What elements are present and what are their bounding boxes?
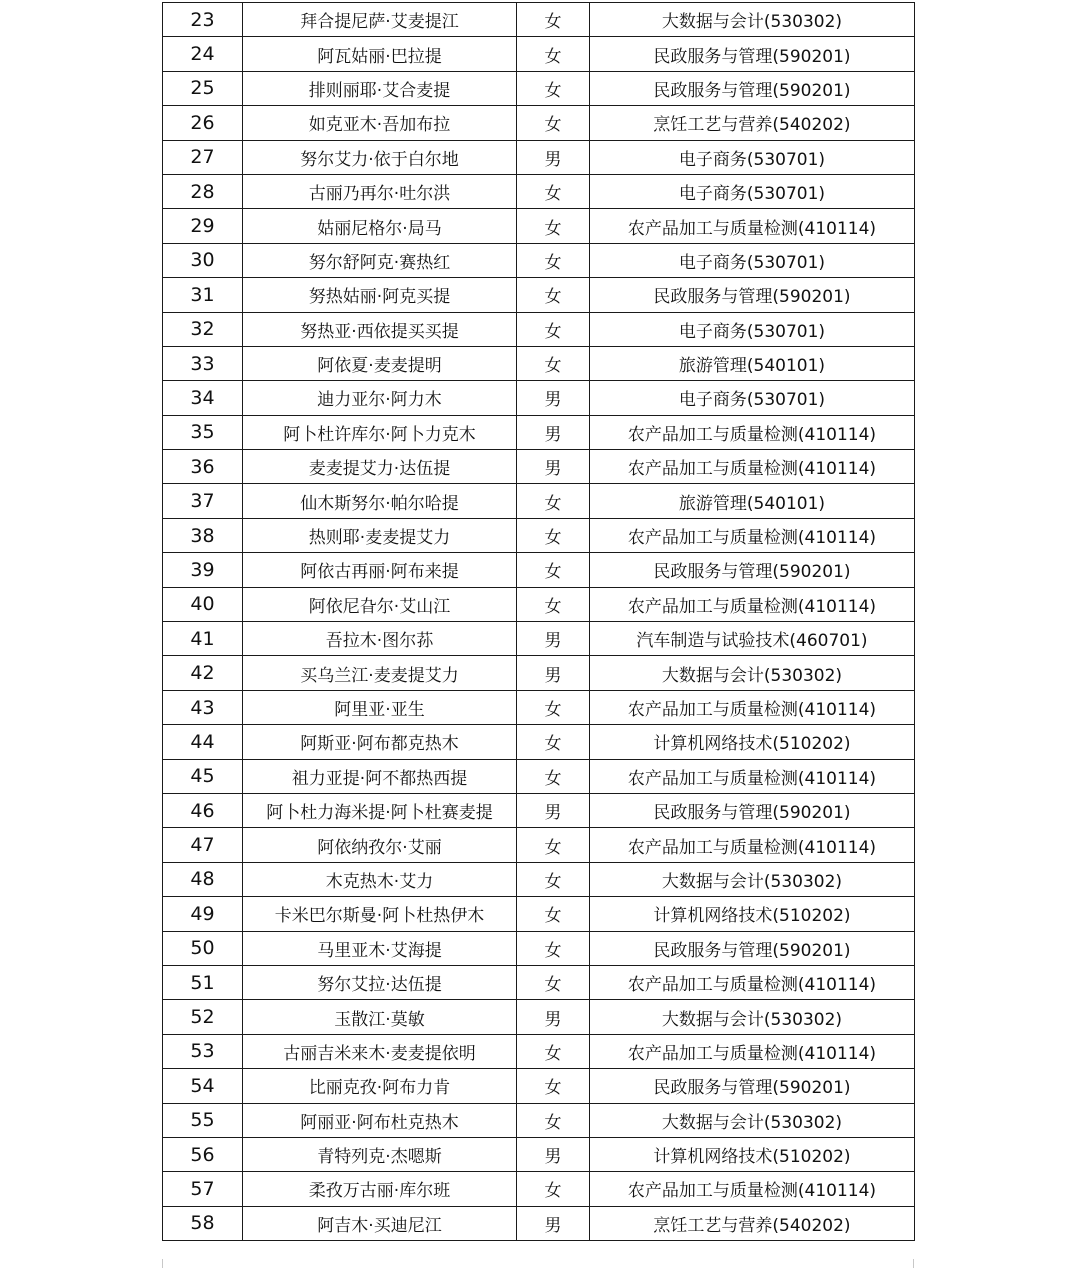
page-edge-mark-right	[913, 1259, 914, 1268]
page-edge-mark-left	[162, 1259, 163, 1268]
cell-name: 如克亚木·吾加布拉	[243, 106, 517, 140]
cell-major: 农产品加工与质量检测(410114)	[590, 1034, 915, 1068]
cell-number: 56	[163, 1137, 243, 1171]
cell-gender: 女	[517, 690, 590, 724]
cell-name: 玉散江·莫敏	[243, 1000, 517, 1034]
cell-name: 迪力亚尔·阿力木	[243, 381, 517, 415]
cell-name: 阿依古再丽·阿布来提	[243, 553, 517, 587]
table-row	[163, 759, 915, 793]
cell-major: 电子商务(530701)	[590, 174, 915, 208]
table-row	[163, 278, 915, 312]
cell-number: 47	[163, 828, 243, 862]
cell-major: 计算机网络技术(510202)	[590, 725, 915, 759]
cell-major: 烹饪工艺与营养(540202)	[590, 106, 915, 140]
cell-gender: 男	[517, 622, 590, 656]
cell-name: 阿瓦姑丽·巴拉提	[243, 37, 517, 71]
cell-gender: 男	[517, 1206, 590, 1240]
cell-number: 29	[163, 209, 243, 243]
cell-name: 努尔舒阿克·赛热红	[243, 243, 517, 277]
table-row	[163, 1172, 915, 1206]
cell-major: 计算机网络技术(510202)	[590, 897, 915, 931]
cell-major: 民政服务与管理(590201)	[590, 931, 915, 965]
cell-major: 农产品加工与质量检测(410114)	[590, 759, 915, 793]
cell-gender: 女	[517, 1103, 590, 1137]
cell-major: 电子商务(530701)	[590, 312, 915, 346]
student-roster-table	[162, 2, 915, 1241]
cell-gender: 男	[517, 381, 590, 415]
cell-number: 27	[163, 140, 243, 174]
cell-name: 姑丽尼格尔·局马	[243, 209, 517, 243]
cell-major: 农产品加工与质量检测(410114)	[590, 209, 915, 243]
cell-major: 农产品加工与质量检测(410114)	[590, 450, 915, 484]
cell-major: 农产品加工与质量检测(410114)	[590, 965, 915, 999]
cell-gender: 女	[517, 106, 590, 140]
cell-name: 努尔艾力·依于白尔地	[243, 140, 517, 174]
cell-major: 民政服务与管理(590201)	[590, 553, 915, 587]
cell-number: 38	[163, 518, 243, 552]
cell-number: 34	[163, 381, 243, 415]
table-row	[163, 243, 915, 277]
cell-number: 53	[163, 1034, 243, 1068]
cell-name: 努尔艾拉·达伍提	[243, 965, 517, 999]
cell-number: 42	[163, 656, 243, 690]
cell-name: 柔孜万古丽·库尔班	[243, 1172, 517, 1206]
cell-name: 阿吉木·买迪尼江	[243, 1206, 517, 1240]
cell-gender: 女	[517, 174, 590, 208]
cell-number: 50	[163, 931, 243, 965]
cell-name: 热则耶·麦麦提艾力	[243, 518, 517, 552]
cell-name: 仙木斯努尔·帕尔哈提	[243, 484, 517, 518]
cell-major: 大数据与会计(530302)	[590, 1000, 915, 1034]
cell-gender: 女	[517, 725, 590, 759]
cell-major: 农产品加工与质量检测(410114)	[590, 828, 915, 862]
cell-number: 32	[163, 312, 243, 346]
cell-number: 57	[163, 1172, 243, 1206]
cell-name: 排则丽耶·艾合麦提	[243, 71, 517, 105]
cell-gender: 男	[517, 1000, 590, 1034]
cell-number: 58	[163, 1206, 243, 1240]
roster-body	[163, 3, 915, 1241]
table-row	[163, 1069, 915, 1103]
cell-name: 麦麦提艾力·达伍提	[243, 450, 517, 484]
cell-name: 青特列克·杰嗯斯	[243, 1137, 517, 1171]
cell-major: 大数据与会计(530302)	[590, 862, 915, 896]
cell-major: 民政服务与管理(590201)	[590, 793, 915, 827]
cell-gender: 男	[517, 1137, 590, 1171]
cell-gender: 女	[517, 71, 590, 105]
cell-name: 阿卜杜力海米提·阿卜杜赛麦提	[243, 793, 517, 827]
cell-gender: 女	[517, 931, 590, 965]
cell-name: 阿依纳孜尔·艾丽	[243, 828, 517, 862]
table-row	[163, 1103, 915, 1137]
table-row	[163, 828, 915, 862]
cell-major: 大数据与会计(530302)	[590, 1103, 915, 1137]
cell-gender: 女	[517, 862, 590, 896]
table-row	[163, 71, 915, 105]
cell-gender: 男	[517, 450, 590, 484]
cell-name: 阿卜杜许库尔·阿卜力克木	[243, 415, 517, 449]
table-row	[163, 793, 915, 827]
cell-gender: 女	[517, 346, 590, 380]
cell-number: 54	[163, 1069, 243, 1103]
cell-number: 46	[163, 793, 243, 827]
cell-major: 计算机网络技术(510202)	[590, 1137, 915, 1171]
cell-gender: 女	[517, 759, 590, 793]
cell-number: 37	[163, 484, 243, 518]
table-row	[163, 346, 915, 380]
table-row	[163, 174, 915, 208]
table-row	[163, 1206, 915, 1240]
table-row	[163, 37, 915, 71]
cell-name: 努热姑丽·阿克买提	[243, 278, 517, 312]
cell-number: 35	[163, 415, 243, 449]
cell-gender: 女	[517, 312, 590, 346]
cell-name: 阿丽亚·阿布杜克热木	[243, 1103, 517, 1137]
cell-number: 39	[163, 553, 243, 587]
cell-gender: 女	[517, 587, 590, 621]
cell-major: 农产品加工与质量检测(410114)	[590, 518, 915, 552]
table-row	[163, 450, 915, 484]
cell-major: 烹饪工艺与营养(540202)	[590, 1206, 915, 1240]
cell-gender: 男	[517, 415, 590, 449]
cell-major: 汽车制造与试验技术(460701)	[590, 622, 915, 656]
table-row	[163, 1137, 915, 1171]
cell-name: 木克热木·艾力	[243, 862, 517, 896]
cell-number: 43	[163, 690, 243, 724]
cell-name: 卡米巴尔斯曼·阿卜杜热伊木	[243, 897, 517, 931]
cell-gender: 女	[517, 3, 590, 37]
cell-gender: 女	[517, 553, 590, 587]
cell-major: 旅游管理(540101)	[590, 484, 915, 518]
table-row	[163, 965, 915, 999]
cell-number: 28	[163, 174, 243, 208]
cell-gender: 女	[517, 37, 590, 71]
cell-number: 25	[163, 71, 243, 105]
table-row	[163, 209, 915, 243]
cell-name: 拜合提尼萨·艾麦提江	[243, 3, 517, 37]
cell-name: 古丽吉米来木·麦麦提依明	[243, 1034, 517, 1068]
cell-gender: 女	[517, 518, 590, 552]
cell-number: 48	[163, 862, 243, 896]
cell-gender: 女	[517, 243, 590, 277]
cell-number: 41	[163, 622, 243, 656]
table-row	[163, 690, 915, 724]
cell-name: 阿依尼旮尔·艾山江	[243, 587, 517, 621]
cell-number: 52	[163, 1000, 243, 1034]
cell-major: 民政服务与管理(590201)	[590, 71, 915, 105]
cell-gender: 女	[517, 1069, 590, 1103]
table-row	[163, 381, 915, 415]
cell-name: 比丽克孜·阿布力肯	[243, 1069, 517, 1103]
cell-number: 51	[163, 965, 243, 999]
table-row	[163, 656, 915, 690]
cell-gender: 女	[517, 1172, 590, 1206]
cell-gender: 男	[517, 140, 590, 174]
cell-number: 26	[163, 106, 243, 140]
cell-number: 49	[163, 897, 243, 931]
cell-gender: 男	[517, 656, 590, 690]
cell-number: 33	[163, 346, 243, 380]
cell-major: 民政服务与管理(590201)	[590, 1069, 915, 1103]
table-row	[163, 931, 915, 965]
cell-name: 祖力亚提·阿不都热西提	[243, 759, 517, 793]
table-row	[163, 862, 915, 896]
cell-major: 农产品加工与质量检测(410114)	[590, 415, 915, 449]
cell-major: 电子商务(530701)	[590, 140, 915, 174]
cell-major: 大数据与会计(530302)	[590, 3, 915, 37]
cell-number: 23	[163, 3, 243, 37]
cell-gender: 女	[517, 278, 590, 312]
cell-number: 24	[163, 37, 243, 71]
cell-name: 马里亚木·艾海提	[243, 931, 517, 965]
cell-number: 45	[163, 759, 243, 793]
table-row	[163, 484, 915, 518]
table-row	[163, 518, 915, 552]
table-row	[163, 1034, 915, 1068]
cell-number: 36	[163, 450, 243, 484]
cell-gender: 女	[517, 209, 590, 243]
table-row	[163, 415, 915, 449]
cell-name: 阿依夏·麦麦提明	[243, 346, 517, 380]
cell-name: 吾拉木·图尔荪	[243, 622, 517, 656]
cell-major: 民政服务与管理(590201)	[590, 37, 915, 71]
cell-number: 30	[163, 243, 243, 277]
cell-name: 阿斯亚·阿布都克热木	[243, 725, 517, 759]
cell-number: 44	[163, 725, 243, 759]
cell-gender: 女	[517, 897, 590, 931]
table-row	[163, 622, 915, 656]
table-row	[163, 1000, 915, 1034]
cell-major: 大数据与会计(530302)	[590, 656, 915, 690]
cell-number: 55	[163, 1103, 243, 1137]
cell-major: 电子商务(530701)	[590, 381, 915, 415]
cell-name: 买乌兰江·麦麦提艾力	[243, 656, 517, 690]
table-row	[163, 3, 915, 37]
table-row	[163, 587, 915, 621]
cell-gender: 女	[517, 484, 590, 518]
cell-gender: 女	[517, 828, 590, 862]
table-row	[163, 897, 915, 931]
cell-name: 阿里亚·亚生	[243, 690, 517, 724]
cell-major: 民政服务与管理(590201)	[590, 278, 915, 312]
table-row	[163, 140, 915, 174]
cell-major: 农产品加工与质量检测(410114)	[590, 690, 915, 724]
cell-major: 电子商务(530701)	[590, 243, 915, 277]
cell-major: 旅游管理(540101)	[590, 346, 915, 380]
cell-major: 农产品加工与质量检测(410114)	[590, 1172, 915, 1206]
cell-number: 31	[163, 278, 243, 312]
cell-gender: 女	[517, 965, 590, 999]
cell-name: 努热亚·西依提买买提	[243, 312, 517, 346]
table-row	[163, 553, 915, 587]
cell-gender: 女	[517, 1034, 590, 1068]
cell-major: 农产品加工与质量检测(410114)	[590, 587, 915, 621]
cell-name: 古丽乃再尔·吐尔洪	[243, 174, 517, 208]
cell-gender: 男	[517, 793, 590, 827]
cell-number: 40	[163, 587, 243, 621]
table-row	[163, 312, 915, 346]
table-row	[163, 725, 915, 759]
table-row	[163, 106, 915, 140]
